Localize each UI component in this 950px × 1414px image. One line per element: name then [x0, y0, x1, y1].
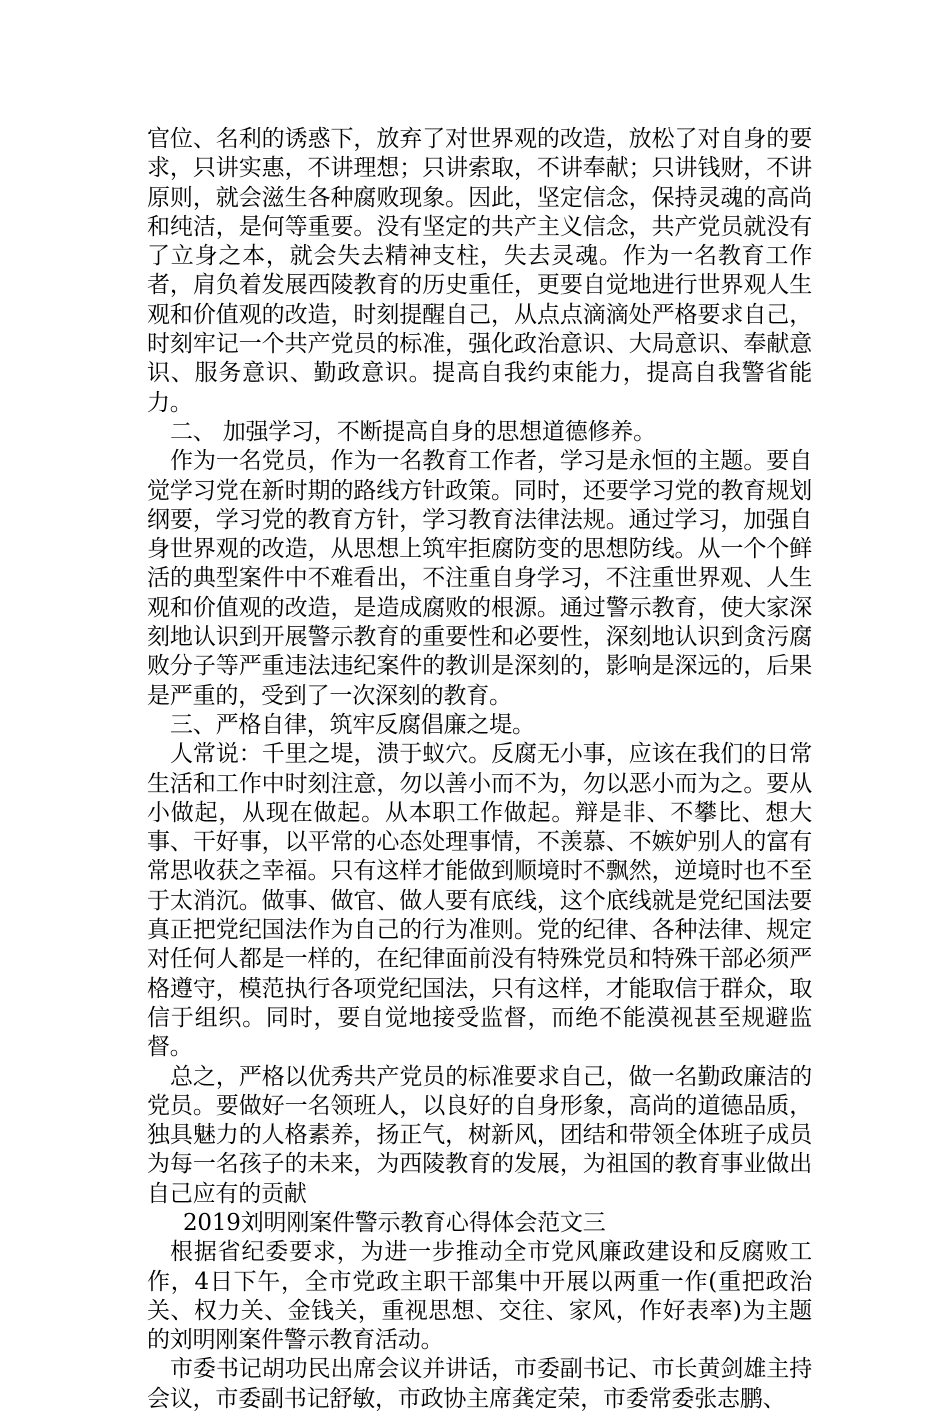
paragraph-body: 作为一名党员，作为一名教育工作者，学习是永恒的主题。要自觉学习党在新时期的路线方针政策。同时，还要学习党的教育规划纲要，学习党的教育方针，学习教育法律法规。通过学习，加强自身世界观的改造，从思想上筑牢拒腐防变的思想防线。从一个个鲜活的典型案件中不难看出，不注重自身学习，不注重世界观、人生观和价值观的改造，是造成腐败的根源。通过警示教育，使大家深刻地认识到开展警示教育的重要性和必要性，深刻地认识到贪污腐败分子等严重违法违纪案件的教训是深刻的，影响是深远的，后果是严重的，受到了一次深刻的教育。	[147, 448, 812, 709]
paragraph-body: 市委书记胡功民出席会议并讲话，市委副书记、市长黄剑雄主持会议，市委副书记舒敏，市政协主席龚定荣，市委常委张志鹏、	[147, 1356, 812, 1412]
section-heading: 二、 加强学习，不断提高自身的思想道德修养。	[170, 418, 656, 445]
paragraph-body: 人常说：千里之堤，溃于蚁穴。反腐无小事，应该在我们的日常生活和工作中时刻注意，勿以善小而不为，勿以恶小而为之。要从小做起，从现在做起。从本职工作做起。辩是非、不攀比、想大事、干好事，以平常的心态处理事情，不羡慕、不嫉妒别人的富有常思收获之幸福。只有这样才能做到顺境时不飘然，逆境时也不至于太消沉。做事、做官、做人要有底线，这个底线就是党纪国法要真正把党纪国法作为自己的行为准则。党的纪律、各种法律、规定对任何人都是一样的，在纪律面前没有特殊党员和特殊干部必须严格遵守，模范执行各项党纪国法，只有这样，才能取信于群众，取信于组织。同时，要自觉地接受监督，而绝不能漠视甚至规避监督。	[147, 741, 812, 1061]
paragraph-body: 总之，严格以优秀共产党员的标准要求自己，做一名勤政廉洁的党员。要做好一名领班人，以良好的自身形象，高尚的道德品质，独具魅力的人格素养，扬正气，树新风，团结和带领全体班子成员为每一名孩子的未来，为西陵教育的发展，为祖国的教育事业做出自己应有的贡献	[147, 1063, 812, 1207]
article-body	[147, 125, 812, 1414]
paragraph-body: 官位、名利的诱惑下，放弃了对世界观的改造，放松了对自身的要求，只讲实惠，不讲理想；只讲索取，不讲奉献；只讲钱财，不讲原则，就会滋生各种腐败现象。因此，坚定信念，保持灵魂的高尚和纯洁，是何等重要。没有坚定的共产主义信念，共产党员就没有了立身之本，就会失去精神支柱，失去灵魂。作为一名教育工作者，肩负着发展西陵教育的历史重任，更要自觉地进行世界观人生观和价值观的改造，时刻提醒自己，从点点滴滴处严格要求自己，时刻牢记一个共产党员的标准，强化政治意识、大局意识、奉献意识、服务意识、勤政意识。提高自我约束能力，提高自我警省能力。	[147, 126, 812, 416]
section-heading: 三、严格自律，筑牢反腐倡廉之堤。	[170, 711, 535, 738]
article-title: 2019刘明刚案件警示教育心得体会范文三	[183, 1209, 606, 1236]
paragraph-body: 根据省纪委要求，为进一步推动全市党风廉政建设和反腐败工作，4日下午，全市党政主职干部集中开展以两重一作(重把政治关、权力关、金钱关，重视思想、交往、家风，作好表率)为主题的刘明刚案件警示教育活动。	[147, 1239, 812, 1354]
